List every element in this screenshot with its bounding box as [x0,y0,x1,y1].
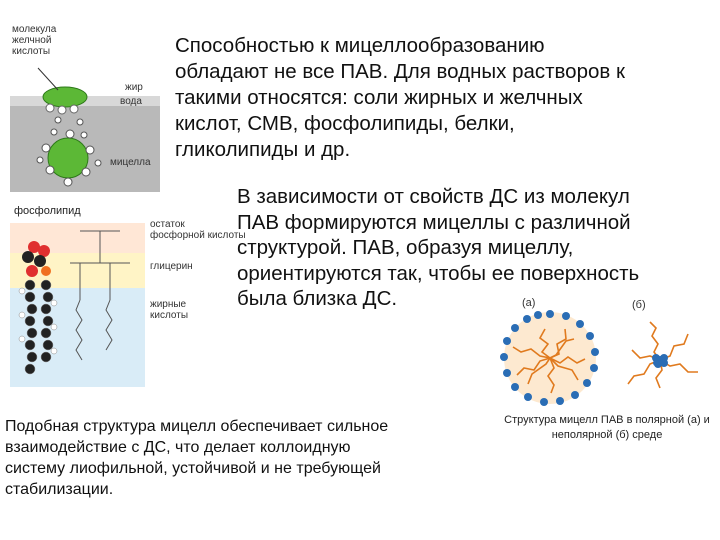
paragraph-2-line: структурой. ПАВ, образуя мицеллу, [237,236,574,259]
paragraph-1-line: Способностью к мицеллообразованию [175,34,545,57]
paragraph-3 [5,416,495,500]
fatty-label-1: жирные [150,299,187,310]
paragraph-2-line: была близка ДС. [237,287,398,310]
paragraph-2 [237,184,717,312]
micelle-b-illustration [628,322,698,388]
glycerol-label: глицерин [150,261,193,272]
fat-label: жир [125,82,143,93]
bile-micelle-diagram [10,20,160,192]
phosphate-label-1: остаток [150,219,185,230]
water-label: вода [120,96,142,107]
phosphate-label-2: фосфорной кислоты [150,230,246,241]
micelle-a-illustration [500,310,599,406]
micelle-a-label: (а) [522,297,536,309]
molecule-label-3: кислоты [12,46,51,57]
phospholipid-title: фосфолипид [14,205,81,217]
micelle-caption-line: Структура мицелл ПАВ в полярной (а) и [504,414,710,426]
micelle-figure [480,297,715,408]
fatty-label-2: кислоты [150,310,189,321]
paragraph-2-line: В зависимости от свойств ДС из молекул [237,185,630,208]
paragraph-3-line: систему лиофильной, устойчивой и не требующей [5,460,381,477]
paragraph-2-line: ориентируются так, чтобы ее поверхность [237,261,640,285]
paragraph-1 [175,33,715,163]
paragraph-2-line: ПАВ формируются мицеллы с различной [237,210,631,234]
paragraph-3-line: стабилизации. [5,481,114,498]
paragraph-1-line: обладают не все ПАВ. Для водных растворов к [175,60,625,83]
paragraph-1-line: такими относятся: соли жирных и желчных [175,86,583,109]
paragraph-1-line: гликолипиды и др. [175,138,351,161]
molecule-label-1: молекула [12,24,57,35]
paragraph-1-line: кислот, СМВ, фосфолипиды, белки, [175,112,515,135]
paragraph-3-line: взаимодействие с ДС, что делает коллоидную [5,439,351,456]
micelle-label: мицелла [110,157,151,168]
micelle-caption-line: неполярной (б) среде [551,429,663,441]
paragraph-3-line: Подобная структура мицелл обеспечивает сильное [5,418,389,435]
molecule-label-2: желчной [12,35,52,46]
micelle-b-label: (б) [632,299,646,311]
phospholipid-diagram [10,205,246,387]
micelle-structures [480,300,715,408]
micelle-caption [496,413,718,443]
